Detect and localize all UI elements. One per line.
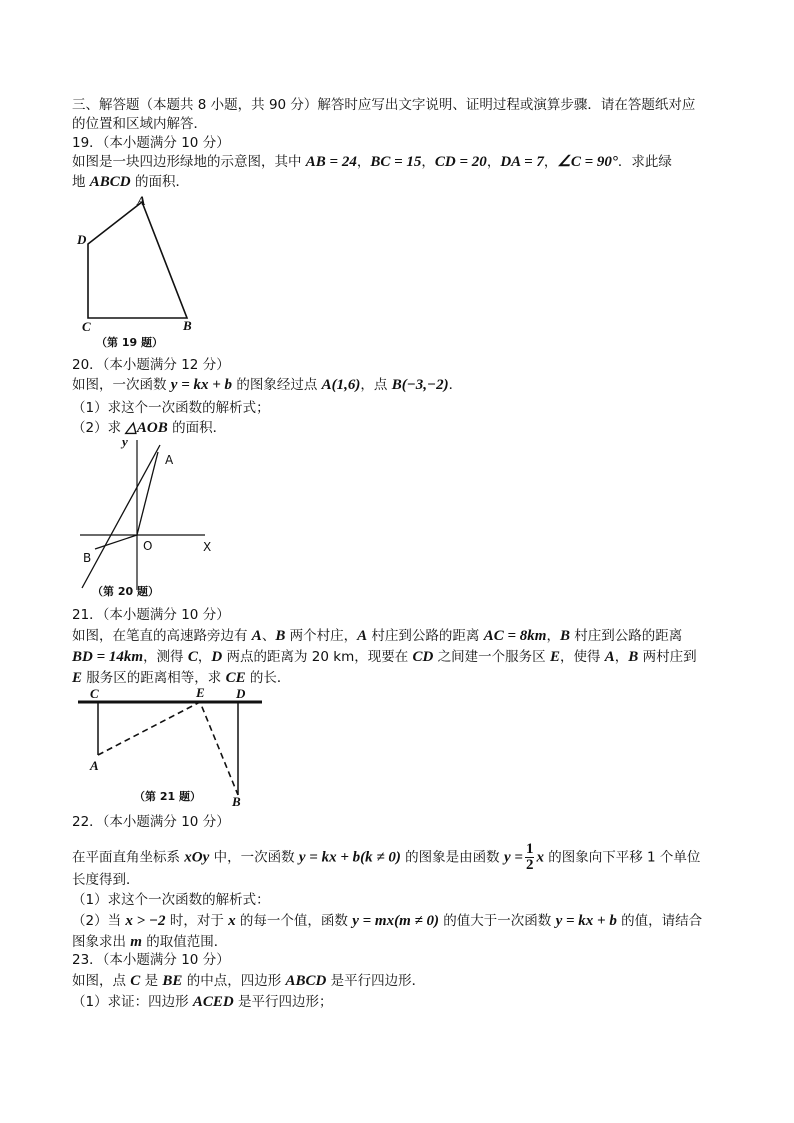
figure-21 [78, 685, 262, 809]
math-expression: CD = 20 [434, 154, 487, 170]
math-expression: x [228, 913, 236, 929]
text: 的中点，四边形 [182, 973, 286, 989]
text: ， [546, 628, 560, 644]
math-expression: x [536, 849, 544, 866]
text: 如图，一次函数 [72, 377, 171, 393]
figure-20 [80, 434, 211, 598]
text: 20．（本小题满分 12 分） [72, 357, 230, 373]
math-expression: ABCD [89, 174, 131, 190]
text: 的值，请结合 [616, 913, 703, 929]
text: 如图是一块四边形绿地的示意图，其中 [72, 154, 306, 170]
text: 两个村庄， [285, 628, 358, 644]
text: ， [543, 154, 558, 170]
label-a: A [90, 758, 99, 773]
math-expression: B [559, 628, 570, 644]
text: 的图象经过点 [232, 377, 322, 393]
text: 19．（本小题满分 10 分） [72, 135, 230, 151]
math-expression: DA = 7 [500, 154, 544, 170]
text: ，点 [360, 377, 392, 393]
segment-ob [95, 535, 137, 549]
math-expression: C [130, 973, 141, 989]
label-e: E [196, 685, 205, 700]
math-expression: A [604, 649, 615, 665]
text: 23．（本小题满分 10 分） [72, 952, 230, 968]
math-expression: E [72, 670, 83, 686]
math-expression: x > −2 [125, 913, 166, 929]
text: 时，对于 [165, 913, 229, 929]
math-expression: A [357, 628, 368, 644]
text: （1）求证：四边形 [72, 994, 193, 1010]
math-expression: y = mx(m ≠ 0) [352, 913, 439, 929]
figure-caption: （第 19 题） [96, 336, 163, 349]
text: 村庄到公路的距离 [367, 628, 484, 644]
text: 村庄到公路的距离 [569, 628, 683, 644]
quadrilateral-abcd [88, 202, 187, 318]
text: 服务区的距离相等，求 [82, 670, 226, 686]
label-d: D [236, 686, 246, 701]
label-b: B [183, 318, 192, 333]
text: 的每一个值，函数 [235, 913, 353, 929]
math-expression: xOy [184, 849, 210, 866]
math-expression: BC = 15 [370, 154, 422, 170]
text: 的值大于一次函数 [438, 913, 556, 929]
segment-oa [137, 452, 158, 535]
text: 是 [140, 973, 163, 989]
math-expression: y = kx + b [170, 377, 233, 393]
text: 、 [261, 628, 276, 644]
label-b: B [232, 794, 241, 809]
text: 中，一次函数 [209, 849, 299, 866]
text: （1）求这个一次函数的解析式； [72, 400, 270, 416]
text: 两村庄到 [638, 649, 697, 665]
text: 地 [72, 174, 90, 190]
text: ， [197, 649, 212, 665]
text: ，使得 [559, 649, 605, 665]
math-expression: D [211, 649, 223, 665]
math-expression: BD = 14km [72, 649, 144, 665]
math-expression: ∠C = 90° [557, 154, 618, 170]
math-expression: A [251, 628, 262, 644]
figure-caption: （第 21 题） [134, 790, 201, 803]
text: 的图象向下平移 1 个单位 [543, 849, 701, 866]
text: 的长． [245, 670, 291, 686]
math-expression: y = [503, 849, 523, 866]
text: 之间建一个服务区 [433, 649, 550, 665]
label-o: O [143, 539, 153, 553]
math-expression: AB = 24 [305, 154, 357, 170]
text: 的图象是由函数 [400, 849, 504, 866]
text: ， [356, 154, 371, 170]
function-line [82, 445, 160, 588]
math-expression: y = kx + b [555, 913, 617, 929]
numerator: 1 [525, 841, 534, 857]
label-x: X [203, 540, 212, 554]
math-expression: y = kx + b(k ≠ 0) [298, 849, 401, 866]
text: 长度得到． [72, 872, 140, 888]
label-a: A [165, 453, 174, 467]
math-expression: CE [225, 670, 246, 686]
text: 是平行四边形； [233, 994, 333, 1010]
text: （2）求 [72, 420, 126, 436]
math-expression: m [130, 934, 142, 950]
text: （2）当 [72, 913, 126, 929]
label-a: A [137, 193, 146, 208]
text: 的取值范围． [141, 934, 228, 950]
text: 的面积． [130, 174, 189, 190]
math-expression: ABCD [285, 973, 327, 989]
figure-caption: （第 20 题） [92, 585, 159, 598]
text: 在平面直角坐标系 [72, 849, 185, 866]
text: 三、解答题（本题共 8 小题，共 90 分）解答时应写出文字说明、证明过程或演算步骤．请在答题纸对应 [72, 97, 696, 113]
denominator: 2 [525, 857, 534, 873]
math-expression: △AOB [125, 420, 168, 436]
math-expression: E [549, 649, 560, 665]
math-expression: C [187, 649, 198, 665]
segments-ae-eb [98, 702, 238, 795]
math-expression: B [628, 649, 639, 665]
text: ． [448, 377, 463, 393]
label-d: D [77, 232, 87, 247]
math-expression: AC = 8km [483, 628, 547, 644]
math-expression: ACED [192, 994, 234, 1010]
label-c: C [90, 686, 99, 701]
text: ， [486, 154, 501, 170]
math-expression: B(−3,−2) [391, 377, 449, 393]
text: ， [614, 649, 629, 665]
text: 21．（本小题满分 10 分） [72, 607, 230, 623]
text: （1）求这个一次函数的解析式： [72, 892, 270, 908]
math-expression: B [275, 628, 286, 644]
text: 如图，点 [72, 973, 131, 989]
text: 如图，在笔直的高速路旁边有 [72, 628, 252, 644]
figure-19 [76, 193, 192, 349]
text: 的面积． [167, 420, 227, 436]
text: 22．（本小题满分 10 分） [72, 814, 230, 830]
text: 的位置和区域内解答． [72, 116, 207, 132]
math-expression: A(1,6) [321, 377, 361, 393]
label-b: B [83, 551, 92, 565]
text: 图象求出 [72, 934, 131, 950]
label-c: C [82, 319, 91, 334]
text: 是平行四边形． [326, 973, 426, 989]
text: ．求此绿 [617, 154, 672, 170]
text: ， [421, 154, 435, 170]
math-expression: CD [412, 649, 434, 665]
text: 两点的距离为 20 km，现要在 [222, 649, 413, 665]
math-expression: BE [162, 973, 183, 989]
label-y: y [122, 434, 128, 449]
text: ，测得 [143, 649, 188, 665]
